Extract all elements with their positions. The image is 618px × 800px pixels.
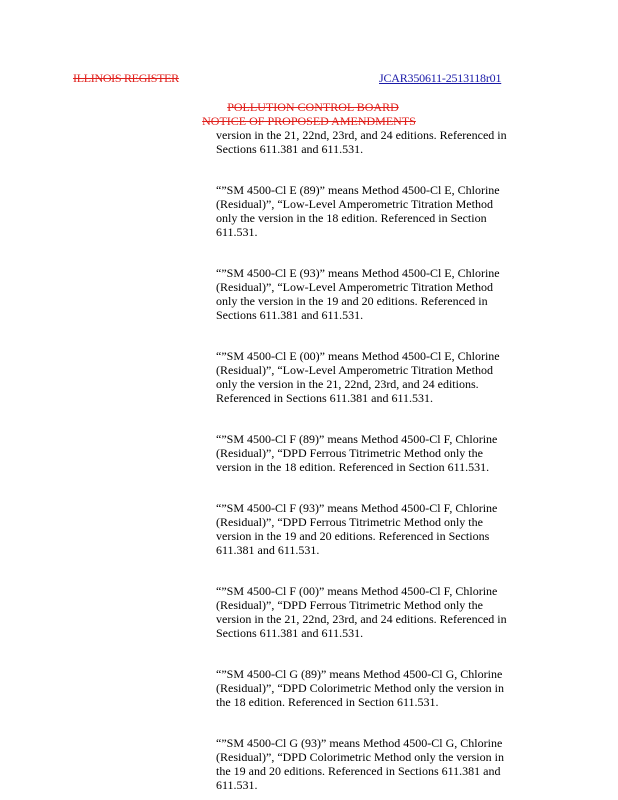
text-line: “”SM 4500-Cl E (93)” means Method 4500-Cl E, Chlorine xyxy=(216,266,500,280)
text-line: “”SM 4500-Cl F (93)” means Method 4500-Cl F, Chlorine xyxy=(216,501,498,515)
text-line: version in the 19 and 20 editions. Referenced in Sections xyxy=(216,529,490,543)
text-line: (Residual)”, “DPD Colorimetric Method only the version in xyxy=(216,750,504,764)
text-line: “”SM 4500-Cl E (00)” means Method 4500-Cl E, Chlorine xyxy=(216,349,500,363)
register-title: ILLINOIS REGISTER xyxy=(73,71,179,85)
text-line: “”SM 4500-Cl G (89)” means Method 4500-Cl G, Chlorine xyxy=(216,667,503,681)
text-line: “”SM 4500-Cl F (89)” means Method 4500-Cl F, Chlorine xyxy=(216,432,498,446)
amendment-body xyxy=(216,128,552,792)
text-line: version in the 21, 22nd, 23rd, and 24 editions. Referenced in xyxy=(216,128,507,142)
text-line: only the version in the 21, 22nd, 23rd, and 24 editions. xyxy=(216,377,479,391)
text-line: (Residual)”, “DPD Ferrous Titrimetric Method only the xyxy=(216,598,483,612)
text-line: “”SM 4500-Cl E (89)” means Method 4500-Cl E, Chlorine xyxy=(216,183,500,197)
paragraph xyxy=(216,736,552,792)
text-line: (Residual)”, “DPD Colorimetric Method only the version in xyxy=(216,681,504,695)
text-line: Sections 611.381 and 611.531. xyxy=(216,626,364,640)
text-line: Sections 611.381 and 611.531. xyxy=(216,142,364,156)
text-line: the 19 and 20 editions. Referenced in Sections 611.381 and xyxy=(216,764,501,778)
text-line: (Residual)”, “DPD Ferrous Titrimetric Method only the xyxy=(216,515,483,529)
text-line: version in the 21, 22nd, 23rd, and 24 editions. Referenced in xyxy=(216,612,507,626)
text-line: (Residual)”, “Low-Level Amperometric Titration Method xyxy=(216,280,493,294)
notice-heading: NOTICE OF PROPOSED AMENDMENTS xyxy=(202,114,416,128)
paragraph xyxy=(216,432,552,474)
paragraph xyxy=(216,667,552,709)
text-line: “”SM 4500-Cl F (00)” means Method 4500-Cl F, Chlorine xyxy=(216,584,498,598)
text-line: 611.531. xyxy=(216,778,258,792)
text-line: 611.531. xyxy=(216,225,258,239)
paragraph xyxy=(216,128,552,156)
text-line: only the version in the 18 edition. Referenced in Section xyxy=(216,211,487,225)
paragraph xyxy=(216,183,552,239)
board-heading: POLLUTION CONTROL BOARD xyxy=(227,100,399,114)
text-line: the 18 edition. Referenced in Section 611.531. xyxy=(216,695,439,709)
paragraph xyxy=(216,349,552,405)
text-line: only the version in the 19 and 20 editions. Referenced in xyxy=(216,294,488,308)
text-line: (Residual)”, “DPD Ferrous Titrimetric Method only the xyxy=(216,446,483,460)
text-line: 611.381 and 611.531. xyxy=(216,543,320,557)
text-line: Sections 611.381 and 611.531. xyxy=(216,308,364,322)
paragraph xyxy=(216,501,552,557)
text-line: (Residual)”, “Low-Level Amperometric Titration Method xyxy=(216,197,493,211)
paragraph xyxy=(216,584,552,640)
text-line: version in the 18 edition. Referenced in Section 611.531. xyxy=(216,460,490,474)
text-line: (Residual)”, “Low-Level Amperometric Titration Method xyxy=(216,363,493,377)
text-line: “”SM 4500-Cl G (93)” means Method 4500-Cl G, Chlorine xyxy=(216,736,503,750)
text-line: Referenced in Sections 611.381 and 611.531. xyxy=(216,391,434,405)
paragraph xyxy=(216,266,552,322)
document-id-link[interactable]: JCAR350611-2513118r01 xyxy=(379,71,502,85)
